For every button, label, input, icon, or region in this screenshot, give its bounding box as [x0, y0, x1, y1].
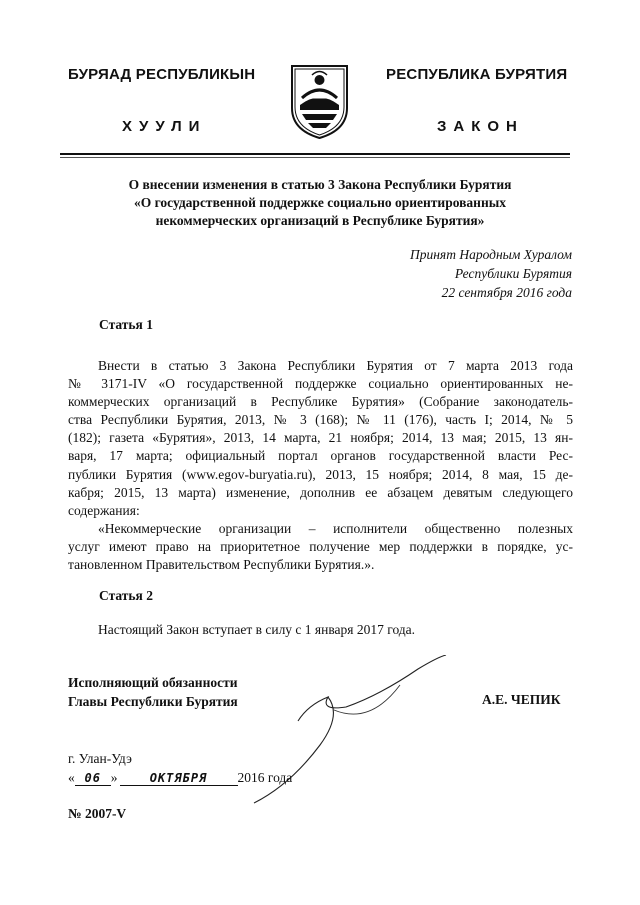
- article-1-line: кабря; 2015, 13 марта) изменение, дополнив ее абзацем девятым следующего: [68, 484, 573, 500]
- signatory-position-line: Исполняющий обязанности: [68, 675, 238, 690]
- header-left-title: БУРЯАД РЕСПУБЛИКЫН: [68, 66, 256, 83]
- article-1-line: Внести в статью 3 Закона Республики Бурятия от 7 марта 2013 года: [98, 358, 573, 373]
- article-1-line: тановленном Правительством Республики Бурятия.».: [68, 557, 375, 573]
- signing-date: [68, 770, 292, 786]
- article-1-line: содержания:: [68, 502, 140, 518]
- article-1-heading: Статья 1: [99, 317, 153, 332]
- header-left-doc-type: ХУУЛИ: [122, 118, 207, 135]
- date-open-quote: «: [68, 770, 75, 785]
- law-title-line: О внесении изменения в статью 3 Закона Республики Бурятия: [128, 177, 512, 192]
- article-2-text: Настоящий Закон вступает в силу с 1 января 2017 года.: [98, 622, 416, 637]
- law-title: [100, 176, 540, 230]
- date-month: ОКТЯБРЯ: [120, 771, 238, 786]
- article-1-line: публики Бурятия (www.egov-buryatia.ru), 2013, 15 ноября; 2014, 8 мая, 15 де-: [68, 466, 573, 482]
- signatory-name: А.Е. ЧЕПИК: [482, 692, 561, 707]
- adoption-note-line: Принят Народным Хуралом: [409, 247, 572, 262]
- article-1-line: коммерческих организаций в Республике Бурятия» (Собрание законодатель-: [68, 394, 573, 410]
- article-1-line: «Некоммерческие организации – исполнители общественно полезных: [98, 520, 573, 536]
- adoption-note: [410, 245, 572, 302]
- law-number: № 2007-V: [68, 806, 127, 821]
- header-divider-thick: [60, 153, 570, 155]
- date-close-quote: »: [110, 770, 118, 785]
- coat-of-arms-emblem-icon: [288, 60, 351, 140]
- article-1-line: варя, 17 марта; официальный портал органов государственной власти Рес-: [68, 448, 573, 464]
- header-right-doc-type: ЗАКОН: [437, 118, 524, 135]
- date-day: 06: [75, 771, 111, 786]
- adoption-note-line: Республики Бурятия: [454, 266, 572, 281]
- article-1-body: [68, 357, 573, 574]
- article-1-line: (182); газета «Бурятия», 2013, 14 марта, 21 ноября; 2014, 13 мая; 2015, 13 ян-: [68, 430, 573, 446]
- adoption-note-line: 22 сентября 2016 года: [441, 285, 572, 300]
- signatory-position-line: Главы Республики Бурятия: [68, 694, 238, 709]
- header-right-title: РЕСПУБЛИКА БУРЯТИЯ: [386, 66, 568, 83]
- article-2-heading: Статья 2: [99, 588, 153, 603]
- law-title-line: «О государственной поддержке социально ориентированных: [133, 195, 507, 210]
- article-1-line: № 3171-IV «О государственной поддержке социально ориентированных не-: [68, 376, 573, 392]
- article-1-line: услуг имеют право на приоритетное получение мер поддержки в порядке, ус-: [68, 538, 573, 554]
- header-divider-thin: [60, 157, 570, 158]
- signatory-position: [68, 673, 238, 711]
- signing-place: г. Улан-Удэ: [68, 751, 132, 766]
- article-1-line: ства Республики Бурятия, 2013, № 3 (168); № 11 (176), часть I; 2014, № 5: [68, 412, 573, 428]
- date-year: 2016 года: [237, 770, 293, 785]
- law-title-line: некоммерческих организаций в Республике Бурятия»: [155, 213, 485, 228]
